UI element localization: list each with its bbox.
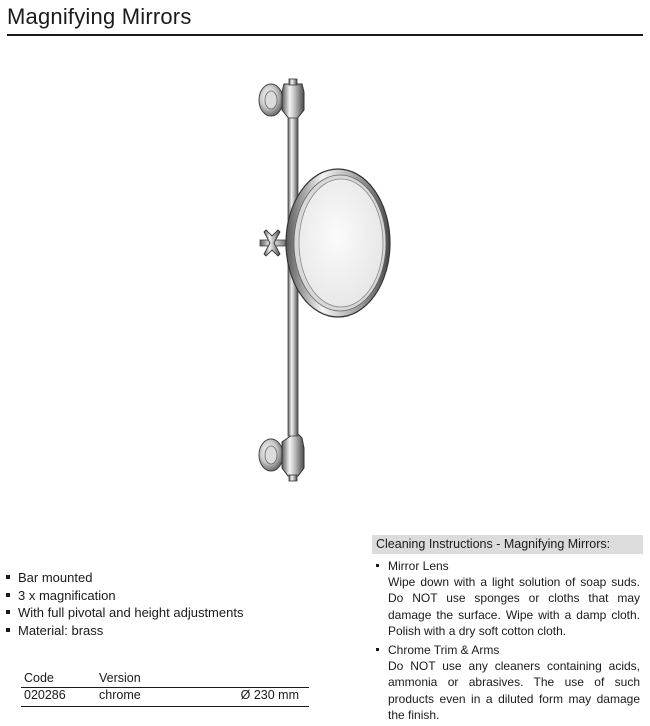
cleaning-heading: Cleaning Instructions - Magnifying Mirrors:: [372, 535, 643, 554]
code-header: Code: [24, 671, 54, 685]
table-row: [21, 687, 309, 704]
cleaning-list: [376, 558, 640, 726]
table-bottom-rule: [21, 704, 309, 707]
cleaning-item-title: Chrome Trim & Arms: [388, 643, 500, 658]
version-header: Version: [99, 671, 141, 685]
cleaning-item-title: Mirror Lens: [388, 559, 449, 573]
spec-table: [21, 671, 309, 707]
feature-item: Bar mounted: [6, 569, 243, 587]
product-version: chrome: [99, 688, 141, 702]
bottom-wall-bracket: [259, 432, 304, 481]
feature-item: Material: brass: [6, 622, 243, 640]
feature-item: 3 x magnification: [6, 587, 243, 605]
product-code: 020286: [24, 688, 66, 702]
product-image: [200, 70, 420, 490]
mirror-head: [286, 169, 390, 317]
page-title: Magnifying Mirrors: [7, 4, 192, 29]
product-dimension: Ø 230 mm: [240, 688, 299, 702]
cleaning-item: [376, 642, 640, 723]
cleaning-item-body: Wipe down with a light solution of soap suds. Do NOT use sponges or cloths that may damage the surface. Wipe with a damp cloth. Polish with a dry soft cotton cloth.: [388, 575, 640, 638]
cleaning-item: [376, 558, 640, 639]
cleaning-item-body: Do NOT use any cleaners containing acids, ammonia or abrasives. The use of such products even in a diluted form may damage the finish.: [388, 659, 640, 722]
spec-table-header: [21, 671, 309, 687]
top-wall-bracket: [259, 79, 304, 120]
title-divider: [7, 34, 643, 36]
feature-item: With full pivotal and height adjustments: [6, 604, 243, 622]
feature-list: [6, 569, 243, 639]
